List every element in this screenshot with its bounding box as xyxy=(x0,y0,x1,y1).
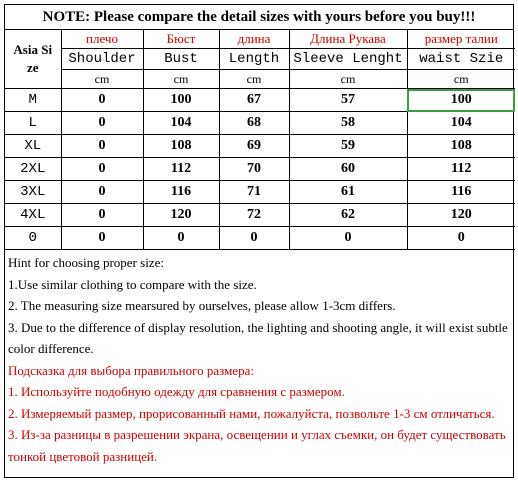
table-cell: 0 xyxy=(61,112,143,135)
header-waist: waist Szie xyxy=(407,49,515,70)
table-cell: 108 xyxy=(407,135,515,158)
table-row xyxy=(5,89,515,112)
table-cell: 72 xyxy=(219,204,289,227)
unit-cell: cm xyxy=(407,70,515,89)
table-cell: 58 xyxy=(289,112,407,135)
table-cell: 112 xyxy=(143,158,219,181)
table-cell: 0 xyxy=(61,227,143,250)
size-label: M xyxy=(5,89,61,112)
table-cell: 120 xyxy=(407,204,515,227)
hint-line: 3. Due to the difference of display resolution, the lighting and shooting angle, it will exist subtle color difference. xyxy=(8,319,508,356)
table-cell: 0 xyxy=(61,181,143,204)
hint-line-ru: 1. Используйте подобную одежду для сравнения с размером. xyxy=(8,384,345,399)
size-hints xyxy=(5,250,513,467)
header-ru-waist: размер талии xyxy=(407,30,515,49)
table-cell: 0 xyxy=(61,204,143,227)
table-row xyxy=(5,227,515,250)
size-label: XL xyxy=(5,135,61,158)
selected-cell[interactable]: 100 xyxy=(407,89,515,112)
size-label: 2XL xyxy=(5,158,61,181)
table-cell: 68 xyxy=(219,112,289,135)
table-cell: 67 xyxy=(219,89,289,112)
size-label: L xyxy=(5,112,61,135)
unit-cell: cm xyxy=(143,70,219,89)
header-shoulder: Shoulder xyxy=(61,49,143,70)
table-cell: 116 xyxy=(407,181,515,204)
hint-heading: Hint for choosing proper size: xyxy=(8,255,164,270)
header-sleeve: Sleeve Lenght xyxy=(289,49,407,70)
size-label: 4XL xyxy=(5,204,61,227)
hint-heading-ru: Подсказка для выбора правильного размера: xyxy=(8,362,254,378)
table-cell: 108 xyxy=(143,135,219,158)
table-row xyxy=(5,204,515,227)
table-cell: 70 xyxy=(219,158,289,181)
unit-cell: cm xyxy=(289,70,407,89)
header-ru-bust: Бюст xyxy=(143,30,219,49)
header-length: Length xyxy=(219,49,289,70)
table-cell: 0 xyxy=(61,89,143,112)
table-cell: 100 xyxy=(143,89,219,112)
unit-row xyxy=(5,70,515,89)
table-cell: 59 xyxy=(289,135,407,158)
table-cell: 0 xyxy=(407,227,515,250)
table-cell: 57 xyxy=(289,89,407,112)
table-cell: 0 xyxy=(61,158,143,181)
header-bust: Bust xyxy=(143,49,219,70)
size-label: 0 xyxy=(5,227,61,250)
table-cell: 104 xyxy=(143,112,219,135)
table-cell: 61 xyxy=(289,181,407,204)
header-row-en xyxy=(5,49,515,70)
table-cell: 104 xyxy=(407,112,515,135)
table-cell: 120 xyxy=(143,204,219,227)
header-ru-length: длина xyxy=(219,30,289,49)
table-cell: 0 xyxy=(61,135,143,158)
hint-line: 2. The measuring size mearsured by ourselves, please allow 1-3cm differs. xyxy=(8,298,396,313)
header-row-ru xyxy=(5,30,515,49)
size-chart xyxy=(4,4,514,478)
hint-line-ru: 2. Измеряемый размер, прорисованный нами, пожалуйста, позвольте 1-3 см отличаться. xyxy=(8,405,495,421)
table-cell: 71 xyxy=(219,181,289,204)
asia-size-header: Asia Si ze xyxy=(5,30,61,89)
table-row xyxy=(5,112,515,135)
table-cell: 0 xyxy=(289,227,407,250)
table-row xyxy=(5,158,515,181)
table-cell: 0 xyxy=(143,227,219,250)
header-ru-sleeve: Длина Рукава xyxy=(289,30,407,49)
table-cell: 0 xyxy=(219,227,289,250)
size-table xyxy=(5,30,515,250)
table-cell: 112 xyxy=(407,158,515,181)
table-row xyxy=(5,135,515,158)
table-cell: 62 xyxy=(289,204,407,227)
header-ru-shoulder: плечо xyxy=(61,30,143,49)
table-cell: 116 xyxy=(143,181,219,204)
table-cell: 69 xyxy=(219,135,289,158)
hint-line-ru: 3. Из-за разницы в разрешении экрана, освещении и углах съемки, он будет существовать тонкой цветовой разницей. xyxy=(8,427,506,464)
page-title: NOTE: Please compare the detail sizes with yours before you buy!!! xyxy=(5,5,513,30)
table-cell: 60 xyxy=(289,158,407,181)
size-label: 3XL xyxy=(5,181,61,204)
unit-cell: cm xyxy=(61,70,143,89)
unit-cell: cm xyxy=(219,70,289,89)
table-row xyxy=(5,181,515,204)
hint-line: 1.Use similar clothing to compare with the size. xyxy=(8,276,257,292)
